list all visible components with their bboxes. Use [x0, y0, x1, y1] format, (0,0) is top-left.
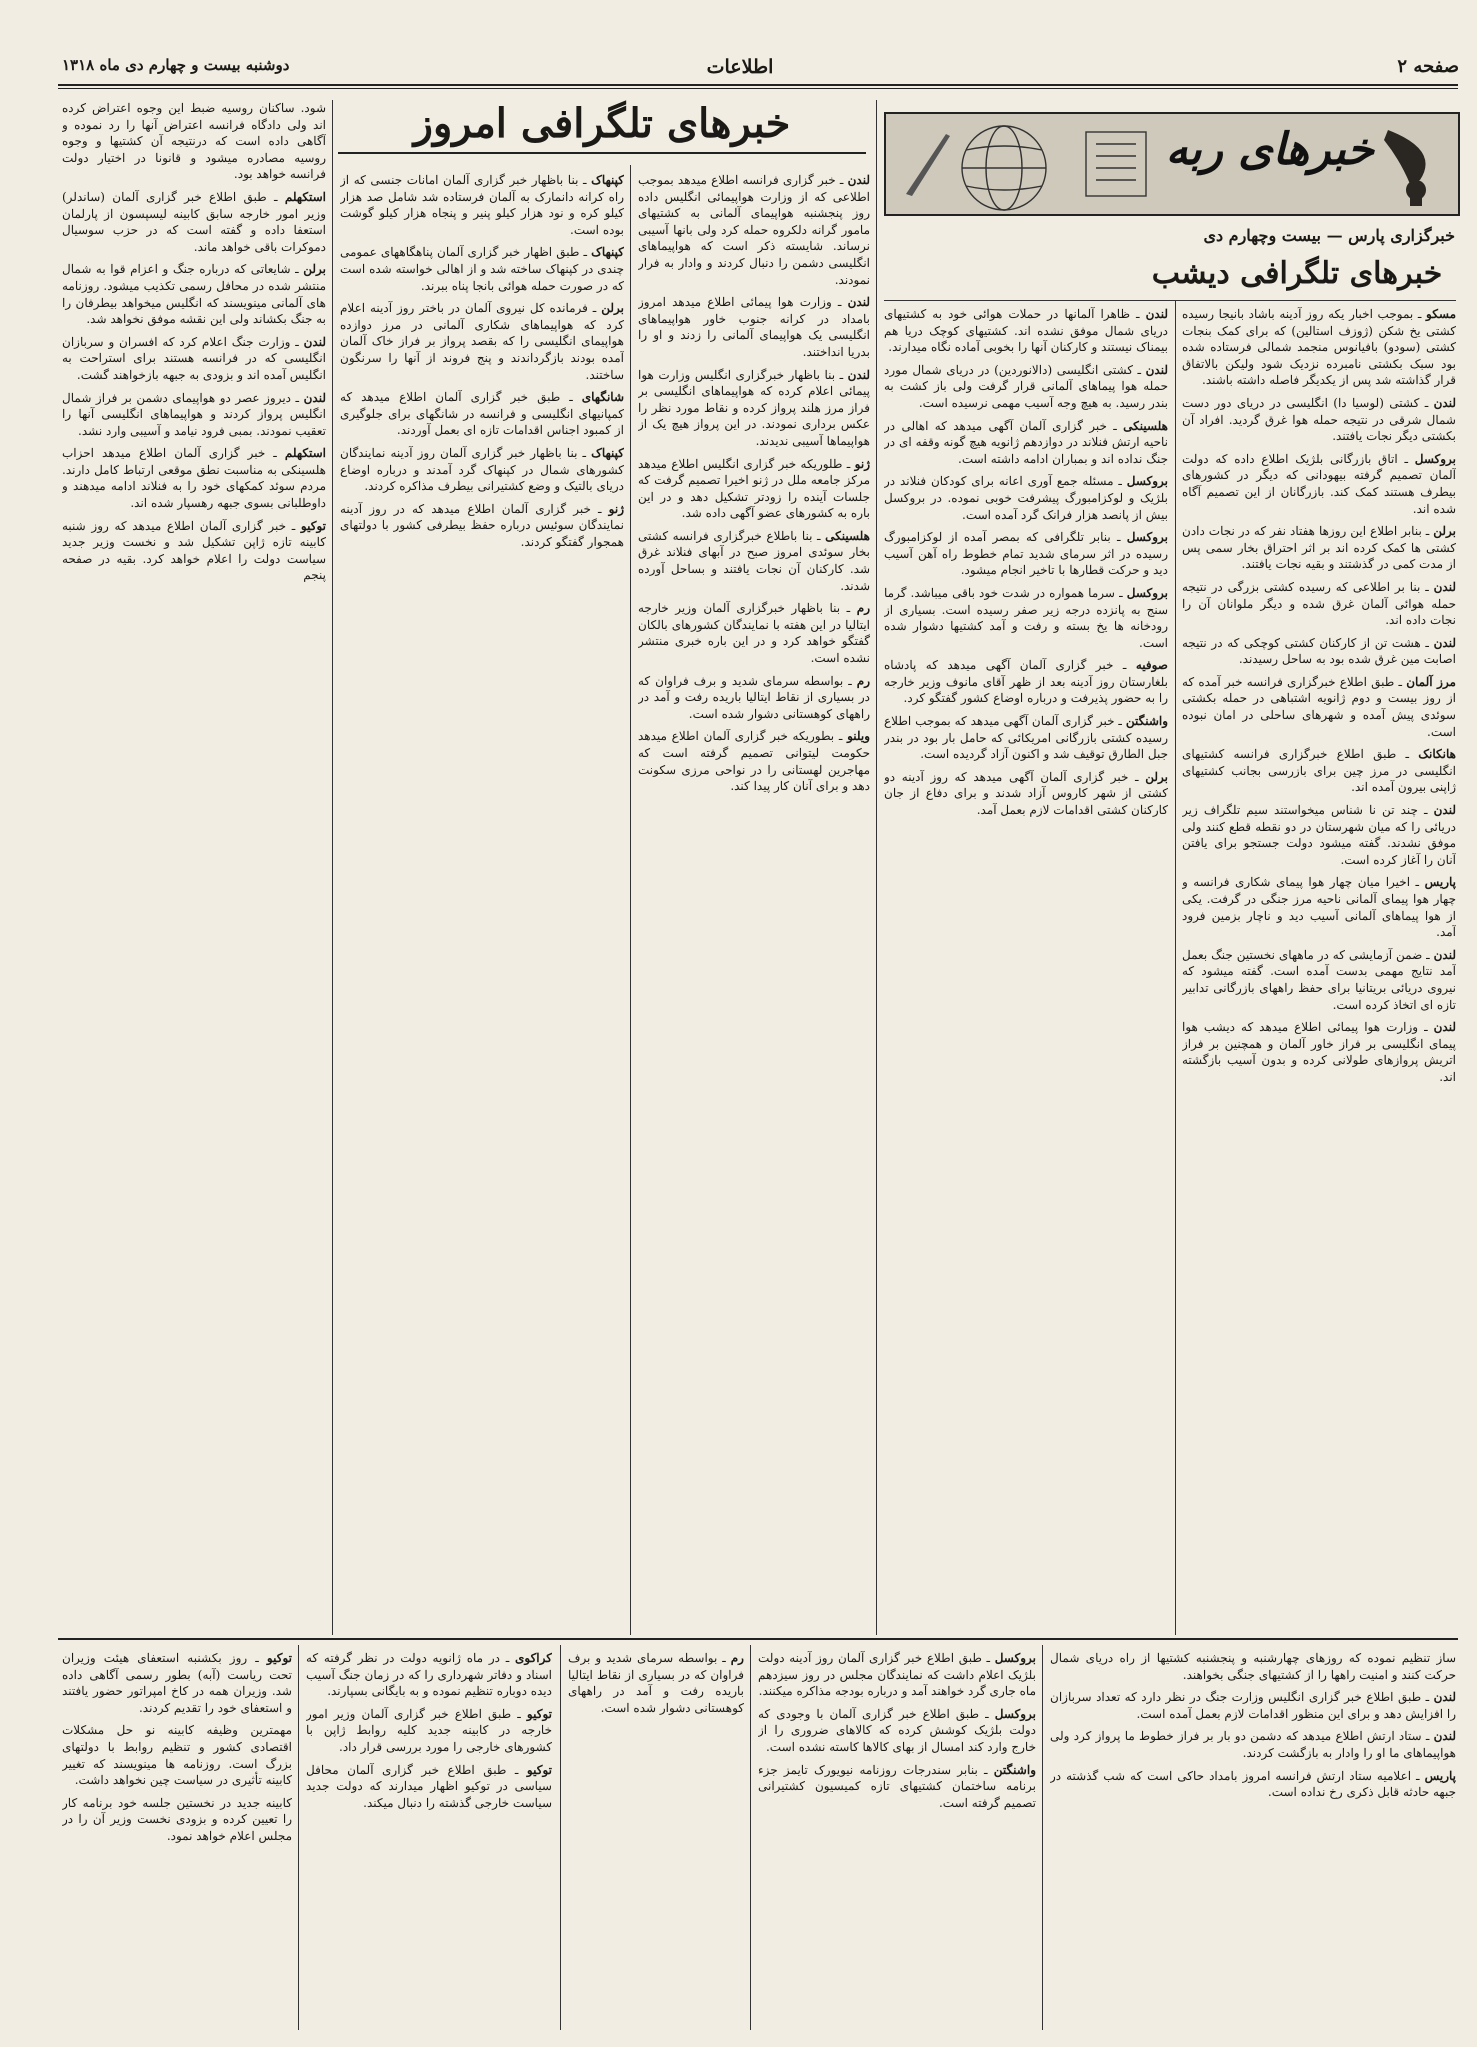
- news-item: بروکسل ـ طبق اطلاع خبر گزاری آلمان با وجودی که دولت بلژیک کوشش کرده که کالاهای ضروری را از خارج وارد کند امسال از بهای کالاها کاسته نشده است.: [758, 1706, 1036, 1754]
- news-item: ژنو ـ خبر گزاری آلمان اطلاع میدهد که در روز آدینه نمایندگان سوئیس درباره حفظ بیطرفی کشور با دولتهای همجوار گفتگو کردند.: [340, 501, 624, 549]
- bottom-column-center: [568, 1650, 744, 2028]
- news-item: توکیو ـ روز بکشنبه استعفای هیئت وزیران تحت ریاست (آبه) بطور رسمی آگاهی داده شد. وزیران همه در کاخ امپراتور حضور یافتند و استعفای خود را تقدیم کردند.: [62, 1651, 292, 1715]
- news-item: کپنهاک ـ طبق اظهار خبر گزاری آلمان پناهگاههای عمومی چندی در کپنهاک ساخته شد و از اهالی خواسته شده است که در صورت حمله هوائی بانجا پناه ببرند.: [340, 245, 624, 293]
- news-item: بروکسل ـ بنابر تلگرافی که بمصر آمده از لوکزامبورگ رسیده در اثر سرمای شدید تمام خطوط راه آهن آسیب دید و حرکت قطارها با تاخیر انجام میشود.: [884, 530, 1168, 578]
- news-column-1: [1182, 306, 1456, 1631]
- news-item: لندن ـ طبق اطلاع خبر گزاری انگلیس وزارت جنگ در نظر دارد که تعداد سربازان را افزایش دهد و برای این منظور اقدامات لازم بعمل آمده است.: [1050, 1690, 1456, 1721]
- news-item: برلن ـ شایعاتی که درباره جنگ و اعزام قوا به شمال منتشر شده در محافل رسمی تکذیب میشود. روزنامه های آلمانی مینویسند که انگلیس میخواهد بیطرفان را به جنگ بکشاند ولی این نقشه موفق نخواهد شد.: [62, 262, 326, 327]
- news-column-2: [884, 306, 1168, 1631]
- newspaper-name: اطلاعات: [706, 56, 774, 78]
- news-item: برلن ـ خبر گزاری آلمان آگهی میدهد که روز آدینه دو کشتی از شهر کاروس آزاد شدند و برای دفاع از جان کارکنان کشتی اقدامات لازم بعمل آمد.: [884, 769, 1168, 818]
- news-item: لندن ـ خبر گزاری فرانسه اطلاع میدهد بموجب اطلاعی که از وزارت هواپیمائی انگلیس داده روز پنجشنبه هواپیمای آلمانی به کشتیهای مامور گرانه دلکروه حمله کرد ولی بانها آسیبی نرساند. شایسته ذکر است که هواپیماهای انگلیسی دشمن را دنبال کردند و وادار به فرار نمودند.: [638, 173, 870, 287]
- bottom-column-2: [758, 1650, 1036, 2028]
- news-banner: [884, 112, 1460, 216]
- news-item: واشنگتن ـ بنابر سندرجات روزنامه نیویورک تایمز جزء برنامه ساختمان کشتیهای تازه کمیسیون کشتیرانی تصمیم گرفته است.: [758, 1762, 1036, 1810]
- news-item: شانگهای ـ طبق خبر گزاری آلمان اطلاع میدهد که کمپانیهای انگلیسی و فرانسه در شانگهای برای جلوگیری از کمبود اجناس اقدامات تازه ای بعمل آوردند.: [340, 390, 624, 438]
- news-item: لندن ـ کشتی انگلیسی (دالانوردین) در دریای شمال مورد حمله هوا پیماهای آلمانی قرار گرفت ولی باز کشت به بندر رسید. به هیچ وجه آسیب مهمی نرسیده است.: [884, 362, 1168, 410]
- news-column-4: [340, 172, 624, 1632]
- news-item: هلسینکی ـ بنا باطلاع خبرگزاری فرانسه کشتی بخار سوئدی امروز صبح در آبهای فنلاند غرق شد. کارکنان آن نجات یافتند و بساحل آورده شدند.: [638, 528, 870, 593]
- news-item: هانکانک ـ طبق اطلاع خبرگزاری فرانسه کشتیهای انگلیسی در مرز چین برای بازرسی بجانب کشتیهای ژاپنی بیرون آمده اند.: [1182, 747, 1456, 795]
- page-number: صفحه ۲: [1397, 56, 1459, 77]
- section-title-right: خبرهای تلگرافی دیشب: [1151, 256, 1443, 291]
- section-title-center: خبرهای تلگرافی امروز: [338, 96, 866, 154]
- news-column-5: [62, 100, 326, 1632]
- news-item: لندن ـ ستاد ارتش اطلاع میدهد که دشمن دو بار بر فراز خطوط ما پرواز کرد ولی هواپیماهای ما او را وادار به بازگشت کردند.: [1050, 1729, 1456, 1760]
- news-item: لندن ـ وزارت هوا پیمائی اطلاع میدهد که دیشب هوا پیمای انگلیسی بر فراز خاور آلمان و همچنین بر فراز اتریش پروازهای طولانی کرده و بدون آسیب بازگشته اند.: [1182, 1020, 1456, 1084]
- news-item: بروکسل ـ اتاق بازرگانی بلژیک اطلاع داده که دولت آلمان تصمیم گرفته بیهودانی که دیگر در کشورهای بیطرف هستند کمک کند. بازرگانان از این تصمیم آگاه شده اند.: [1182, 451, 1456, 516]
- bottom-column-3: [306, 1650, 552, 2028]
- news-item: لندن ـ دیروز عصر دو هواپیمای دشمن بر فراز شمال انگلیس پرواز کردند و هواپیماهای انگلیسی آنها را تعقیب نمودند. بمبی فرود نیامد و آسیبی وارد نشد.: [62, 390, 326, 438]
- news-item: لندن ـ ضمن آزمایشی که در ماههای نخستین جنگ بعمل آمد نتایج مهمی بدست آمده است. گفته میشود که نیروی دریائی بریتانیا برای حفظ راههای بازرگانی تدابیر تازه ای اتخاذ کرده است.: [1182, 947, 1456, 1012]
- news-item: استکهلم ـ طبق اطلاع خبر گزاری آلمان (ساندلر) وزیر امور خارجه سابق کابینه لیسپسون از پارلمان استعفا داده و گفته است که در حزب سوسیال دموکرات باقی خواهد ماند.: [62, 189, 326, 254]
- news-item: ژنو ـ طلوریکه خبر گزاری انگلیس اطلاع میدهد مرکز جامعه ملل در ژنو اخیرا تصمیم گرفت که جلسات آینده را زودتر تشکیل دهد و در این باره به کشورهای عضو آگهی داده شد.: [638, 456, 870, 521]
- agency-line: خبرگزاری پارس — بیست وچهارم دی: [1203, 226, 1455, 245]
- news-item: برلن ـ فرمانده کل نیروی آلمان در باختر روز آدینه اعلام کرد که هواپیماهای شکاری آلمانی در مرز دوازده هواپیمای انگلیسی را که بقصد پرواز بر فراز خاک آلمان آمده بودند بازگرداندند و پنج فروند از آنها را سرنگون ساختند.: [340, 301, 624, 382]
- news-item: لندن ـ هشت تن از کارکنان کشتی کوچکی که در نتیجه اصابت مین غرق شده بود به ساحل رسیدند.: [1182, 635, 1456, 667]
- news-item: مرز آلمان ـ طبق اطلاع خبرگزاری فرانسه خبر آمده که از روز بیست و دوم ژانویه اشتباهی در حمله بکشتی سوئدی پیش آمده و شهرهای ساحلی در امان نبوده است.: [1182, 674, 1456, 739]
- news-item: بروکسل ـ طبق اطلاع خبر گزاری آلمان روز آدینه دولت بلژیک اعلام داشت که نمایندگان مجلس در روز سیزدهم ماه جاری گرد خواهند آمد و درباره بودجه مذاکره میکنند.: [758, 1651, 1036, 1699]
- news-item: کراکوی ـ در ماه ژانویه دولت در نظر گرفته که اسناد و دفاتر شهرداری را که در زمان جنگ آسیب دیده دوباره تنظیم نموده و به بایگانی بسپارند.: [306, 1651, 552, 1699]
- news-item: لندن ـ وزارت هوا پیمائی اطلاع میدهد امروز بامداد در کرانه جنوب خاور هواپیماهای انگلیسی یک هواپیمای آلمانی را زدند و او را بدریا انداختند.: [638, 295, 870, 359]
- gramophone-icon: [1380, 120, 1450, 208]
- news-item: پاریس ـ اعلامیه ستاد ارتش فرانسه امروز بامداد حاکی است که شب گذشته در جبهه حادثه قابل ذکری رخ نداده است.: [1050, 1768, 1456, 1800]
- news-item: استکهلم ـ خبر گزاری آلمان اطلاع میدهد احزاب هلسینکی به مناسبت نطق موقعی ارتباط کامل دارند. مردم سوئد کمکهای خود را به فنلاند ادامه میدهند و داوطلبانی بسوی جبهه رهسپار شده اند.: [62, 446, 326, 511]
- news-item: کابینه جدید در نخستین جلسه خود برنامه کار را تعیین کرده و بزودی نخست وزیر آن را در مجلس اعلام خواهد نمود.: [62, 1795, 292, 1843]
- news-item: ساز تنظیم نموده که روزهای چهارشنبه و پنجشنبه کشتیها از راه دریای شمال حرکت کنند و امنیت راهها را از کشتیهای جنگی بخواهند.: [1050, 1651, 1456, 1682]
- news-item: رم ـ بواسطه سرمای شدید و برف فراوان که در بسیاری از نقاط ایتالیا باریده رفت و آمد در راههای کوهستانی دشوار شده است.: [638, 673, 870, 721]
- bottom-column-1: [1050, 1650, 1456, 2028]
- news-item: رم ـ بواسطه سرمای شدید و برف فراوان که در بسیاری از نقاط ایتالیا باریده رفت و آمد در راههای کوهستانی دشوار شده است.: [568, 1651, 744, 1715]
- news-item: مسکو ـ بموجب اخبار یکه روز آدینه باشاد بانیجا رسیده کشتی یخ شکن (ژوزف استالین) که برای کمک بنجات کشتی (سودو) بافیانوس منجمد شمالی فرستاده شده بود سبک بکشتی نامبرده نزدیک شود ولیکن بالاتفاق قرار گذاشته شد پس از یکدیگر فاصله داشته باشند.: [1182, 307, 1456, 388]
- news-item: لندن ـ کشتی (لوسیا دا) انگلیسی در دریای دور دست شمال شرقی در نتیجه حمله هوا غرق گردید. افراد آن بکشتی دیگر نجات یافتند.: [1182, 395, 1456, 444]
- news-item: لندن ـ وزارت جنگ اعلام کرد که افسران و سربازان انگلیسی که در فرانسه هستند برای استراحت به انگلیس آمده اند و بزودی به جبهه بازخواهند گشت.: [62, 334, 326, 382]
- news-item: رم ـ بنا باظهار خبرگزاری آلمان وزیر خارجه ایتالیا در این هفته با نمایندگان کشورهای بالکان گفتگو خواهد کرد و در این باره خبری منتشر نشده است.: [638, 601, 870, 666]
- banner-title: خبرهای ربه: [1165, 124, 1374, 175]
- news-item: توکیو ـ خبر گزاری آلمان اطلاع میدهد که روز شنبه کابینه تازه ژاپن تشکیل شد و نخست وزیر جدید سیاست دولت را اعلام خواهد کرد. بقیه در صفحه پنجم: [62, 518, 326, 583]
- news-item: لندن ـ بنا باظهار خبرگزاری انگلیس وزارت هوا پیمائی اعلام کرده که هواپیماهای انگلیسی بر فراز مرز هلند پرواز کرده و نقاط مورد نظر را عکس برداری نمودند. در این پرواز هیچ یک از هواپیماها آسیبی ندیدند.: [638, 367, 870, 448]
- news-item: واشنگتن ـ خبر گزاری آلمان آگهی میدهد که بموجب اطلاع رسیده کشتی بازرگانی امریکائی که حامل بار بود در بندر جبل الطارق توقیف شد و اکنون آزاد گردیده است.: [884, 714, 1168, 762]
- news-item: لندن ـ ظاهرا آلمانها در حملات هوائی خود به کشتیهای دریای شمال موفق نشده اند. کشتیهای کوچک دریا هم بیمناک نیستند و کارکنان آنها را بخوبی آماده نگاه میدارند.: [884, 307, 1168, 355]
- news-item: شود. ساکنان روسیه ضبط این وجوه اعتراض کرده اند ولی دادگاه فرانسه اعتراض آنها را رد نموده و آگاهی داده است که درنتیجه آن کشتیها و وجوه روسیه مصادره میشود و قانونا در اختیار دولت فرانسه خواهد بود.: [62, 101, 326, 182]
- bottom-column-4: [62, 1650, 292, 2028]
- news-column-3: [638, 172, 870, 1632]
- news-item: توکیو ـ طبق اطلاع خبر گزاری آلمان محافل سیاسی در توکیو اظهار میدارند که دولت جدید سیاست خارجی گذشته را دنبال میکند.: [306, 1762, 552, 1810]
- news-item: توکیو ـ طبق اطلاع خبر گزاری آلمان وزیر امور خارجه در کابینه جدید کلیه روابط ژاپن با کشورهای خارجی را مورد بررسی قرار داد.: [306, 1706, 552, 1754]
- news-item: پاریس ـ اخیرا میان چهار هوا پیمای شکاری فرانسه و چهار هوا پیمای آلمانی ناحیه مرز جنگی در گرفت. یکی از هوا پیماهای آلمانی آسیب دید و ناچار بزمین فرود آمد.: [1182, 875, 1456, 940]
- news-item: مهمترین وظیفه کابینه نو حل مشکلات اقتصادی کشور و تنظیم روابط با دولتهای بزرگ است. روزنامه ها مینویسند که تغییر کابینه تأثیری در سیاست چین نخواهد داشت.: [62, 1723, 292, 1788]
- news-item: کپنهاک ـ بنا باظهار خبر گزاری آلمان روز آدینه نمایندگان کشورهای شمال در کپنهاک گرد آمدند و درباره اوضاع دریای بالتیک و وضع کشتیرانی بیطرف مذاکره کردند.: [340, 445, 624, 494]
- news-item: لندن ـ بنا بر اطلاعی که رسیده کشتی بزرگی در نتیجه حمله هوائی آلمان غرق شده و دیگر ملوانان آن را نجات داده اند.: [1182, 579, 1456, 628]
- date-line: دوشنبه بیست و چهارم دی ماه ۱۳۱۸: [62, 56, 290, 74]
- news-item: هلسینکی ـ خبر گزاری آلمان آگهی میدهد که اهالی در ناحیه ارتش فنلاند در دوازدهم ژانویه هیچ گونه وقفه ای در جنگ نداده اند و بمباران ادامه داشته است.: [884, 418, 1168, 466]
- news-item: کپنهاک ـ بنا باظهار خبر گزاری آلمان امانات جنسی که از راه کرانه دانمارک به آلمان فرستاده شد شامل صد هزار کیلو کره و نود هزار کیلو پنیر و پنجاه هزار کیلو گوشت بوده است.: [340, 173, 624, 237]
- news-item: صوفیه ـ خبر گزاری آلمان آگهی میدهد که پادشاه بلغارستان روز آدینه بعد از ظهر آقای مانوف وزیر خارجه را به حضور پذیرفت و درباره اوضاع کشور گفتگو کرد.: [884, 658, 1168, 706]
- news-item: لندن ـ چند تن نا شناس میخواستند سیم تلگراف زیر دریائی را که میان شهرستان در دو نقطه قطع کنند ولی موفق نشدند. گفته میشود دولت جستجو برای یافتن آنان را آغاز کرده است.: [1182, 803, 1456, 867]
- news-item: برلن ـ بنابر اطلاع این روزها هفتاد نفر که در نجات دادن کشتی ها کمک کرده اند بر اثر احتراق بخار سمی پس از مدت کمی در گذشتند و بقیه نجات یافتند.: [1182, 524, 1456, 572]
- news-item: بروکسل ـ سرما همواره در شدت خود باقی میباشد. گرما سنج به پانزده درجه زیر صفر رسیده است. بسیاری از رودخانه ها یخ بسته و رفت و آمد کشتیها دشوار شده است.: [884, 585, 1168, 650]
- news-item: بروکسل ـ مسئله جمع آوری اعانه برای کودکان فنلاند در بلژیک و لوکزامبورگ پیشرفت خوبی نموده. در بروکسل بیش از پانصد هزار فرانک گرد آمده است.: [884, 474, 1168, 522]
- news-item: ویلنو ـ بطوریکه خبر گزاری آلمان اطلاع میدهد حکومت لیتوانی تصمیم گرفته است که مهاجرین لهستانی را در نواحی مرزی سکونت دهد و برای آنان کار پیدا کند.: [638, 729, 870, 794]
